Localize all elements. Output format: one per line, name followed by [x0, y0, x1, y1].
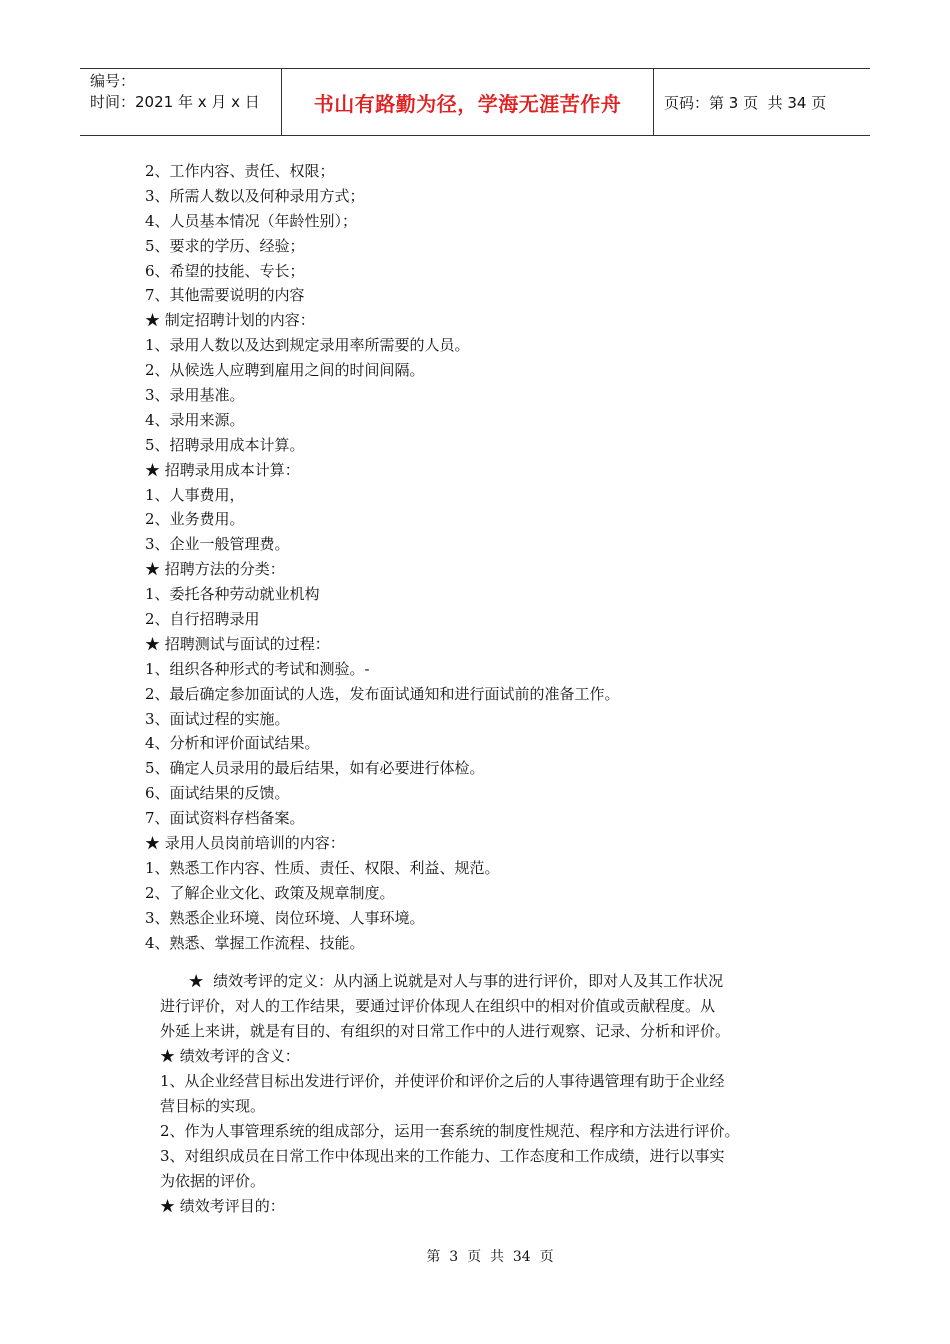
list-item: 5、要求的学历、经验； [145, 236, 305, 255]
list-item: 2、从候选人应聘到雇用之间的时间间隔。 [145, 361, 425, 380]
list-item: 4、录用来源。 [145, 410, 245, 429]
list-item: 6、希望的技能、专长； [145, 261, 305, 280]
list-item: 2、工作内容、责任、权限； [145, 162, 335, 180]
list-item: 6、面试结果的反馈。 [145, 784, 290, 803]
list-item: 2、最后确定参加面试的人选，发布面试通知和进行面试前的准备工作。 [145, 684, 620, 703]
paragraph-line: 外延上来讲，就是有目的、有组织的对日常工作中的人进行观察、记录、分析和评价。 [160, 1022, 731, 1040]
list-item: 3、录用基准。 [145, 386, 245, 405]
list-content [145, 159, 815, 956]
paragraph-line: 为依据的评价。 [160, 1172, 266, 1190]
list-item: 1、人事费用， [145, 485, 245, 504]
list-item: 1、组织各种形式的考试和测验。- [145, 659, 370, 678]
section-heading: ★ 绩效考评的含义： [160, 1047, 300, 1065]
list-item: 5、招聘录用成本计算。 [145, 435, 305, 454]
list-item: 7、其他需要说明的内容 [145, 286, 305, 305]
date-label: 时间：2021 年 x 月 x 日 [90, 93, 260, 111]
performance-section [160, 969, 810, 1219]
list-item: 4、熟悉、掌握工作流程、技能。 [145, 933, 365, 952]
paragraph-line: 营目标的实现。 [160, 1097, 266, 1115]
header-page-number: 页码：第 3 页 共 34 页 [664, 93, 827, 112]
paragraph-line: ★ 绩效考评的定义：从内涵上说就是对人与事的进行评价，即对人及其工作状况 [160, 972, 724, 990]
list-item: 7、面试资料存档备案。 [145, 809, 305, 828]
list-item: 4、分析和评价面试结果。 [145, 734, 320, 753]
section-heading: ★ 绩效考评目的： [160, 1197, 285, 1215]
paragraph-line: 3、对组织成员在日常工作中体现出来的工作能力、工作态度和工作成绩，进行以事实 [160, 1147, 725, 1165]
section-heading: ★ 招聘方法的分类： [145, 560, 285, 579]
list-item: 3、熟悉企业环境、岗位环境、人事环境。 [145, 908, 425, 927]
list-item: 2、了解企业文化、政策及规章制度。 [145, 883, 395, 902]
list-item: 1、委托各种劳动就业机构 [145, 585, 320, 604]
list-item: 3、面试过程的实施。 [145, 709, 290, 728]
section-heading: ★ 录用人员岗前培训的内容： [145, 834, 345, 853]
header-meta [80, 69, 282, 135]
section-heading: ★ 制定招聘计划的内容： [145, 311, 315, 330]
section-heading: ★ 招聘录用成本计算： [145, 460, 300, 479]
list-item: 1、熟悉工作内容、性质、责任、权限、利益、规范。 [145, 858, 500, 877]
page-header [80, 68, 870, 136]
list-item: 2、自行招聘录用 [145, 610, 260, 629]
section-heading: ★ 招聘测试与面试的过程： [145, 634, 330, 653]
list-item: 3、企业一般管理费。 [145, 535, 290, 554]
paragraph-line: 1、从企业经营目标出发进行评价，并使评价和评价之后的人事待遇管理有助于企业经 [160, 1072, 725, 1090]
page-footer: 第 3 页 共 34 页 [426, 1249, 554, 1265]
list-item: 2、业务费用。 [145, 510, 245, 529]
list-item: 4、人员基本情况（年龄性别）； [145, 211, 358, 230]
paragraph-line: 进行评价，对人的工作结果，要通过评价体现人在组织中的相对价值或贡献程度。从 [160, 997, 716, 1015]
number-label: 编号： [90, 72, 136, 90]
header-motto: 书山有路勤为径，学海无涯苦作舟 [282, 69, 654, 135]
list-item: 3、所需人数以及何种录用方式； [145, 186, 365, 205]
list-item: 1、录用人数以及达到规定录用率所需要的人员。 [145, 336, 470, 355]
paragraph-line: 2、作为人事管理系统的组成部分，运用一套系统的制度性规范、程序和方法进行评价。 [160, 1122, 740, 1140]
list-item: 5、确定人员录用的最后结果，如有必要进行体检。 [145, 759, 485, 778]
